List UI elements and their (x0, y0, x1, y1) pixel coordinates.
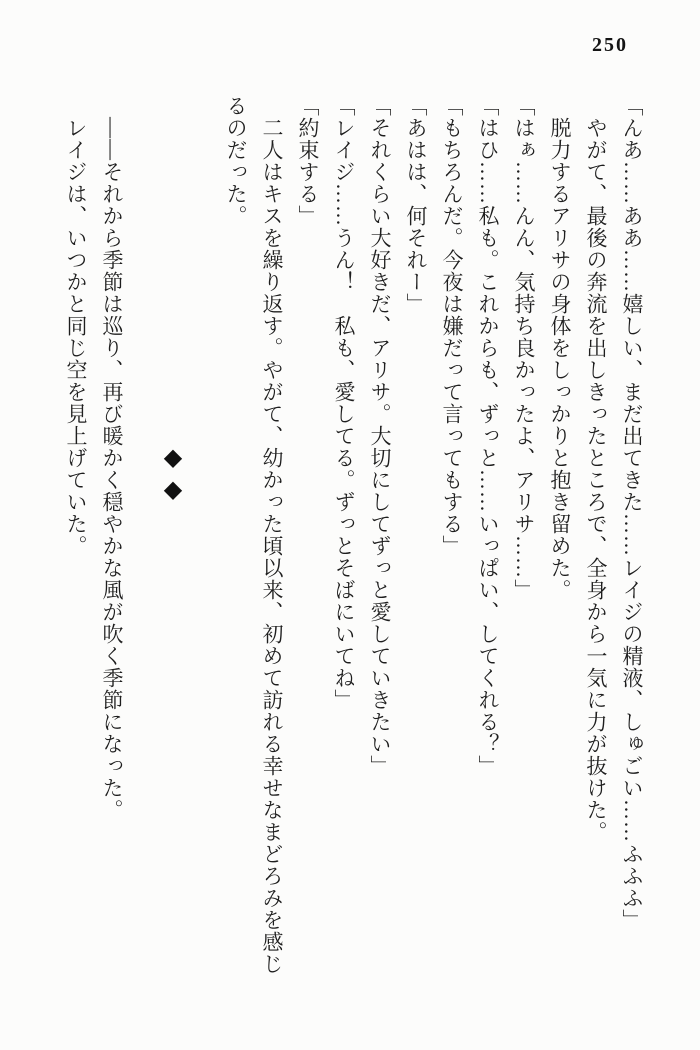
paragraph-dialogue-4: 「もちろんだ。今夜は嫌だって言ってもする」 (440, 95, 464, 557)
paragraph-dialogue-5: 「あはは、何それー」 (404, 95, 428, 315)
paragraph-narration-4: ――それから季節は巡り、再び暖かく穏やかな風が吹く季節になった。 (100, 95, 124, 821)
paragraph-dialogue-6: 「それくらい大好きだ、アリサ。大切にしてずっと愛していきたい」 (368, 95, 392, 777)
text-area (58, 95, 650, 987)
paragraph-narration-5: レイジは、いつかと同じ空を見上げていた。 (64, 95, 88, 557)
paragraph-dialogue-3: 「はひ……私も。これからも、ずっと……いっぱい、してくれる？」 (476, 95, 500, 777)
page-number: 250 (592, 34, 628, 56)
paragraph-dialogue-8: 「約束する」 (296, 95, 320, 227)
paragraph-narration-1: やがて、最後の奔流を出しきったところで、全身から一気に力が抜けた。 (584, 95, 608, 843)
paragraph-narration-3: 二人はキスを繰り返す。やがて、幼かった頃以来、初めて訪れる幸せなまどろみを感じるのだった。 (224, 95, 284, 975)
paragraph-dialogue-1: 「んあ……ああ……嬉しい、まだ出てきた……レイジの精液、しゅごい……ふふふ」 (620, 95, 644, 931)
paragraph-dialogue-7: 「レイジ……うん！ 私も、愛してる。ずっとそばにいてね」 (332, 95, 356, 711)
paragraph-narration-2: 脱力するアリサの身体をしっかりと抱き留めた。 (548, 95, 572, 601)
section-divider-diamonds: ◆◆ (159, 443, 185, 507)
paragraph-dialogue-2: 「はぁ……んん、気持ち良かったよ、アリサ……」 (512, 95, 536, 601)
